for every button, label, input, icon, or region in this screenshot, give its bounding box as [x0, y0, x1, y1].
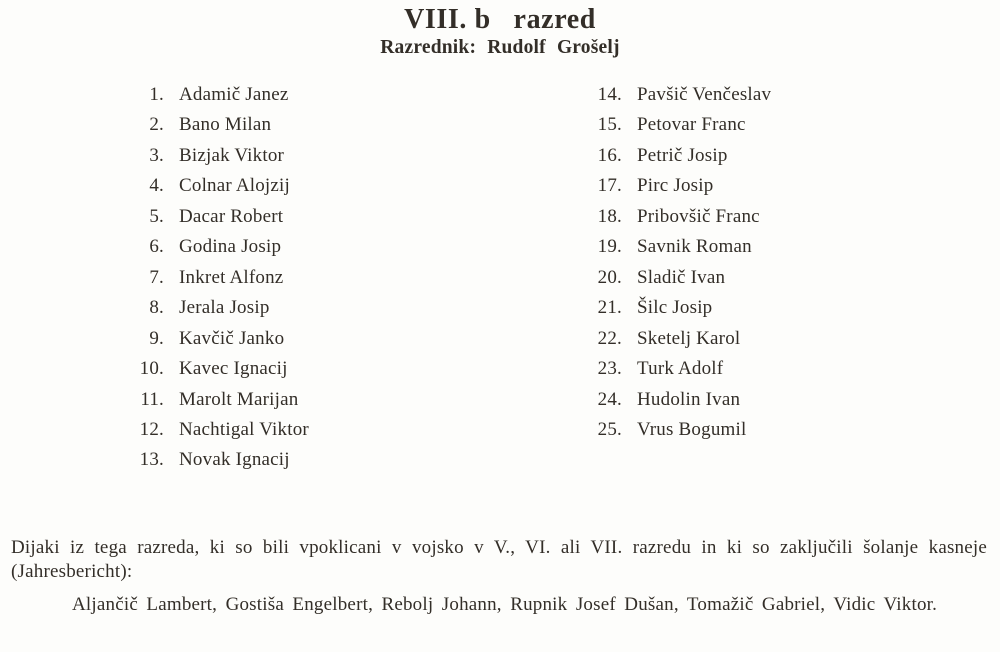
student-number: 23.	[597, 358, 622, 380]
roster-row	[556, 415, 771, 445]
student-name: Pavšič Venčeslav	[637, 84, 772, 105]
roster-row	[98, 202, 309, 232]
page-title: VIII. b razred	[404, 4, 596, 35]
roster-row	[556, 385, 771, 415]
roster-row	[98, 324, 309, 354]
student-name: Pribovšič Franc	[637, 205, 760, 227]
roster-column-left	[98, 80, 309, 476]
student-number: 19.	[597, 236, 622, 258]
student-roster	[0, 80, 1000, 480]
student-number: 25.	[597, 418, 622, 440]
student-number: 24.	[597, 388, 622, 410]
student-number: 6.	[149, 236, 164, 258]
student-name: Bano Milan	[179, 114, 272, 136]
student-name: Inkret Alfonz	[179, 266, 284, 288]
student-name: Bizjak Viktor	[179, 144, 285, 166]
roster-row	[98, 445, 309, 475]
roster-row	[556, 232, 771, 262]
roster-row	[556, 263, 771, 293]
student-number: 21.	[597, 297, 622, 319]
student-number: 13.	[139, 449, 164, 471]
student-number: 10.	[139, 358, 164, 380]
student-number: 18.	[597, 205, 622, 227]
roster-row	[98, 354, 309, 384]
student-number: 14.	[597, 84, 622, 105]
student-name: Kavec Ignacij	[179, 358, 288, 380]
student-name: Dacar Robert	[179, 205, 284, 227]
student-name: Sketelj Karol	[637, 327, 741, 349]
student-number: 7.	[149, 266, 164, 288]
roster-row	[556, 324, 771, 354]
student-name: Sladič Ivan	[637, 266, 726, 288]
student-name: Hudolin Ivan	[637, 388, 741, 410]
student-name: Godina Josip	[179, 236, 282, 258]
student-number: 3.	[149, 144, 164, 166]
footnote-line-2: (Jahresbericht):	[11, 561, 133, 582]
student-name: Novak Ignacij	[179, 449, 290, 471]
roster-row	[556, 202, 771, 232]
student-name: Adamič Janez	[179, 84, 289, 105]
student-name: Kavčič Janko	[179, 327, 285, 349]
student-name: Colnar Alojzij	[179, 175, 290, 197]
student-number: 16.	[597, 144, 622, 166]
student-name: Savnik Roman	[637, 236, 752, 258]
student-number: 8.	[149, 297, 164, 319]
student-number: 1.	[149, 84, 164, 105]
student-name: Šilc Josip	[637, 297, 713, 319]
roster-column-right	[556, 80, 771, 445]
roster-row	[98, 80, 309, 110]
student-number: 15.	[597, 114, 622, 136]
roster-row	[98, 415, 309, 445]
roster-row	[556, 141, 771, 171]
student-number: 2.	[149, 114, 164, 136]
student-number: 9.	[149, 327, 164, 349]
footnote-line-1: Dijaki iz tega razreda, ki so bili vpoklicani v vojsko v V., VI. ali VII. razredu in ki so zaključili šolanje kasneje	[11, 537, 987, 558]
roster-row	[556, 354, 771, 384]
student-number: 12.	[139, 418, 164, 440]
student-name: Petovar Franc	[637, 114, 746, 136]
student-number: 11.	[140, 388, 164, 410]
student-name: Pirc Josip	[637, 175, 714, 197]
roster-row	[98, 232, 309, 262]
late-graduates-names: Aljančič Lambert, Gostiša Engelbert, Rebolj Johann, Rupnik Josef Dušan, Tomažič Gabriel, Vidic Viktor.	[72, 594, 938, 615]
roster-row	[98, 385, 309, 415]
roster-row	[98, 293, 309, 323]
student-name: Marolt Marijan	[179, 388, 299, 410]
class-teacher-line: Razrednik: Rudolf Grošelj	[380, 37, 620, 58]
student-name: Vrus Bogumil	[637, 418, 747, 440]
student-number: 22.	[597, 327, 622, 349]
roster-row	[98, 171, 309, 201]
student-name: Nachtigal Viktor	[179, 418, 309, 440]
roster-row	[556, 293, 771, 323]
roster-row	[556, 80, 771, 110]
student-number: 17.	[597, 175, 622, 197]
student-number: 20.	[597, 266, 622, 288]
footnote-paragraph	[11, 536, 987, 584]
roster-row	[98, 110, 309, 140]
roster-row	[98, 263, 309, 293]
student-number: 5.	[149, 205, 164, 227]
roster-row	[556, 110, 771, 140]
student-name: Petrič Josip	[637, 144, 728, 166]
student-name: Jerala Josip	[179, 297, 270, 319]
roster-row	[98, 141, 309, 171]
student-number: 4.	[149, 175, 164, 197]
roster-row	[556, 171, 771, 201]
student-name: Turk Adolf	[637, 358, 724, 380]
